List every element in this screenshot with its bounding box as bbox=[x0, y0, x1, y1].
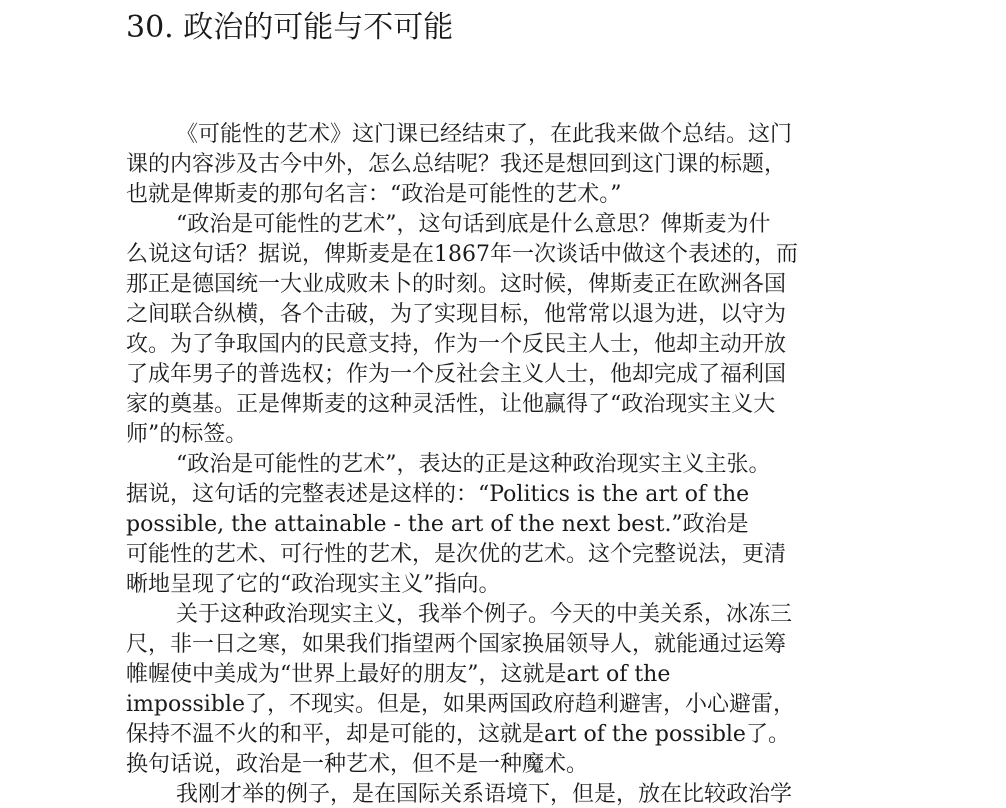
text-line: 之间联合纵横，各个击破，为了实现目标，他常常以退为进，以守为 bbox=[126, 302, 787, 327]
text-line: “政治是可能性的艺术”，这句话到底是什么意思？俾斯麦为什 bbox=[176, 212, 771, 237]
text-line: 换句话说，政治是一种艺术，但不是一种魔术。 bbox=[126, 752, 589, 777]
text-line: possible, the attainable - the art of the next best.”政治是 bbox=[126, 512, 749, 537]
text-line: 那正是德国统一大业成败未卜的时刻。这时候，俾斯麦正在欧洲各国 bbox=[126, 272, 787, 297]
text-line: 么说这句话？据说，俾斯麦是在1867年一次谈话中做这个表述的，而 bbox=[126, 242, 798, 267]
text-line: 了成年男子的普选权；作为一个反社会主义人士，他却完成了福利国 bbox=[126, 362, 787, 387]
text-line: 保持不温不火的和平，却是可能的，这就是art of the possible了。 bbox=[126, 722, 790, 747]
text-line: 《可能性的艺术》这门课已经结束了，在此我来做个总结。这门 bbox=[176, 122, 793, 147]
text-line: 尺，非一日之寒，如果我们指望两个国家换届领导人，就能通过运筹 bbox=[126, 632, 787, 657]
text-line: 晰地呈现了它的“政治现实主义”指向。 bbox=[126, 572, 501, 597]
text-line: 攻。为了争取国内的民意支持，作为一个反民主人士，他却主动开放 bbox=[126, 332, 787, 357]
text-line: 家的奠基。正是俾斯麦的这种灵活性，让他赢得了“政治现实主义大 bbox=[126, 392, 776, 417]
text-line: 可能性的艺术、可行性的艺术，是次优的艺术。这个完整说法，更清 bbox=[126, 542, 787, 567]
text-line: 关于这种政治现实主义，我举个例子。今天的中美关系，冰冻三 bbox=[176, 602, 793, 627]
text-line: “政治是可能性的艺术”，表达的正是这种政治现实主义主张。 bbox=[176, 452, 771, 477]
text-line: 据说，这句话的完整表述是这样的：“Politics is the art of the bbox=[126, 482, 750, 507]
text-line: impossible了，不现实。但是，如果两国政府趋利避害，小心避雷， bbox=[126, 692, 795, 717]
text-line: 我刚才举的例子，是在国际关系语境下，但是，放在比较政治学 bbox=[176, 782, 793, 807]
body-text bbox=[126, 120, 896, 808]
text-line: 也就是俾斯麦的那句名言：“政治是可能性的艺术。” bbox=[126, 182, 622, 207]
text-line: 帷幄使中美成为“世界上最好的朋友”，这就是art of the bbox=[126, 662, 671, 687]
text-line: 课的内容涉及古今中外，怎么总结呢？我还是想回到这门课的标题， bbox=[126, 152, 787, 177]
text-line: 师”的标签。 bbox=[126, 422, 248, 447]
page-title: 30. 政治的可能与不可能 bbox=[126, 10, 454, 45]
